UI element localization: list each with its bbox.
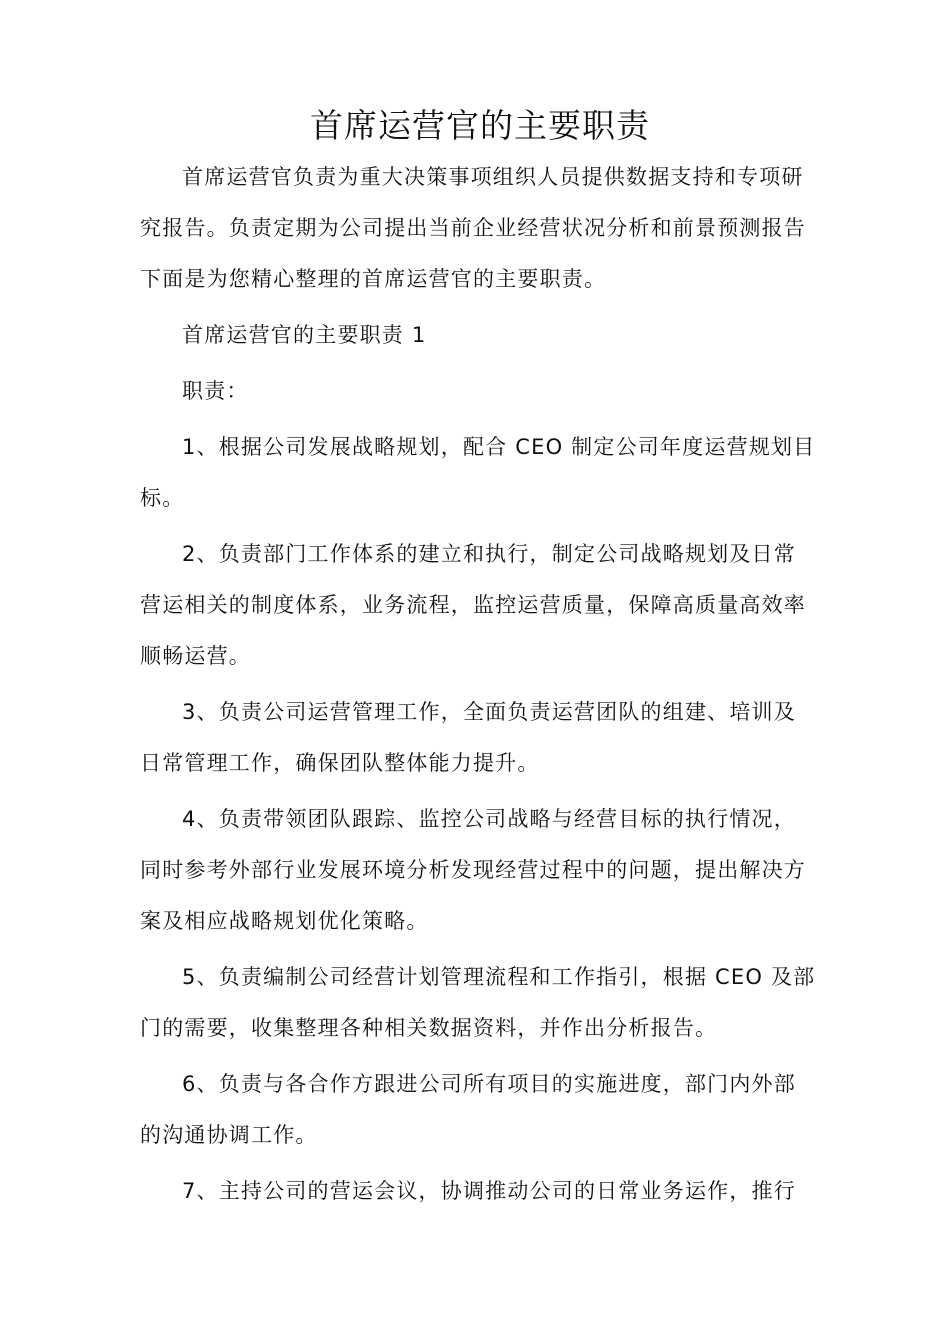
duty-item-2: 2、负责部门工作体系的建立和执行，制定公司战略规划及日常 营运相关的制度体系，业务流程，监控运营质量，保障高质量高效率 顺畅运营。 [140,542,806,668]
duty-item-5: 5、负责编制公司经营计划管理流程和工作指引，根据 CEO 及部 门的需要，收集整理各种相关数据资料，并作出分析报告。 [140,965,816,1040]
duty-item-6: 6、负责与各合作方跟进公司所有项目的实施进度，部门内外部 的沟通协调工作。 [140,1072,796,1147]
intro-paragraph: 首席运营官负责为重大决策事项组织人员提供数据支持和专项研 究报告。负责定期为公司提出当前企业经营状况分析和前景预测报告 下面是为您精心整理的首席运营官的主要职责。 [140,165,806,291]
document-page [140,0,820,1344]
duty-item-7: 7、主持公司的营运会议，协调推动公司的日常业务运作，推行 [182,1179,796,1203]
duties-label: 职责： [182,379,249,403]
duty-item-3: 3、负责公司运营管理工作，全面负责运营团队的组建、培训及 日常管理工作，确保团队整体能力提升。 [140,700,796,775]
section-heading: 首席运营官的主要职责 1 [182,323,427,347]
document-title: 首席运营官的主要职责 [310,106,650,145]
document-body [140,152,820,1222]
duty-item-4: 4、负责带领团队跟踪、监控公司战略与经营目标的执行情况， 同时参考外部行业发展环境分析发现经营过程中的问题，提出解决方 案及相应战略规划优化策略。 [140,807,806,933]
duty-item-1: 1、根据公司发展战略规划，配合 CEO 制定公司年度运营规划目 标。 [140,435,816,510]
